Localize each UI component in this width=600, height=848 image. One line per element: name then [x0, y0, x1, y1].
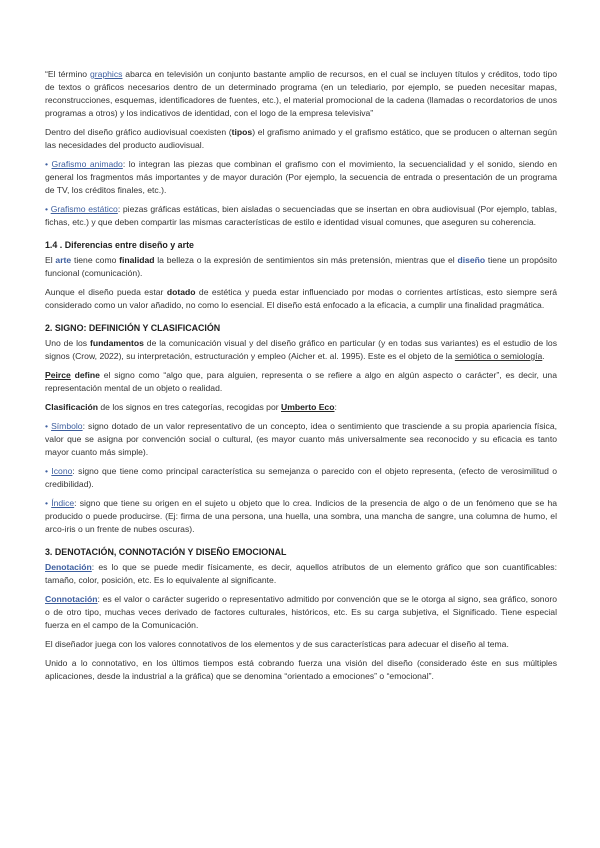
quote-paragraph: “El término graphics abarca en televisión un conjunto bastante amplio de recursos, en el cual se incluyen títulos y créditos, todo tipo de textos o gráficos necesarios dentro de un determinado programa (en un telediario, por ejemplo, se pueden necesitar mapas, reconstrucciones, esquemas, identificadores de fuentes, etc.), el material promocional de la cadena (llamadas o recordatorios de unos programas a otros) y los indicativos de identidad, con el logo de la empresa televisiva” — [45, 69, 558, 118]
section-3-title: 3. DENOTACIÓN, CONNOTACIÓN Y DISEÑO EMOCIONAL — [45, 547, 287, 557]
clasificacion-paragraph: Clasificación de los signos en tres categorías, recogidas por Umberto Eco: — [45, 402, 337, 412]
bullet-icon: • — [45, 159, 49, 169]
icono-link[interactable]: Icono — [51, 466, 73, 476]
fundamentos-paragraph: Uno de los fundamentos de la comunicación visual y del diseño gráfico en particular (y en todas sus variantes) es el estudio de los signos (Crow, 2022), su interpretación, estructuración y empleo (Aicher et. al. 1995). Este es el objeto de la semiótica o semiología. — [45, 338, 557, 361]
indice-link[interactable]: Índice — [51, 498, 75, 508]
section-2-title: 2. SIGNO: DEFINICIÓN Y CLASIFICACIÓN — [45, 323, 221, 333]
bullet-indice: • Índice: signo que tiene su origen en el sujeto u objeto que lo crea. Indicios de la presencia de algo o de un fenómeno que se ha producido o puede producirse. (Ej: firma de una persona, una huella, una sombra, una mancha de sangre, una columna de humo, el arco-iris o un frente de nubes oscuras). — [45, 498, 557, 534]
bullet-icon: • — [45, 204, 49, 214]
types-paragraph: Dentro del diseño gráfico audiovisual coexisten (tipos) el grafismo animado y el grafismo estático, que se producen o alternan según las necesidades del producto audiovisual. — [45, 127, 557, 150]
arte-paragraph: El arte tiene como finalidad la belleza o la expresión de sentimientos sin más pretensión, mientras que el diseño tiene un propósito funcional (comunicación). — [45, 255, 558, 278]
semiotica-link[interactable]: semiótica o semiología — [454, 351, 543, 361]
graphics-link[interactable]: graphics — [89, 69, 123, 79]
bullet-icon: • — [45, 421, 49, 431]
connotacion-link[interactable]: Connotación — [45, 594, 98, 604]
denotacion-paragraph: Denotación: es lo que se puede medir físicamente, es decir, aquellos atributos de un elemento gráfico que son cuantificables: tamaño, color, posición, etc. Es lo equivalente al significante. — [45, 562, 557, 585]
bullet-icon: • — [45, 498, 49, 508]
grafismo-estatico-link[interactable]: Grafismo estático — [50, 204, 118, 214]
bullet-icon: • — [45, 466, 49, 476]
simbolo-link[interactable]: Símbolo — [51, 421, 83, 431]
emocional-paragraph: Unido a lo connotativo, en los últimos tiempos está cobrando fuerza una visión del diseño (considerado éste en sus múltiples aplicaciones, desde la industrial a la gráfica) que se denomina “orientado a emociones” o “emocional”. — [45, 658, 557, 681]
grafismo-animado-link[interactable]: Grafismo animado — [51, 159, 123, 169]
bullet-icono: • Icono: signo que tiene como principal característica su semejanza o parecido con el objeto representa, (efecto de verosimilitud o credibilidad). — [45, 466, 557, 489]
dotado-paragraph: Aunque el diseño pueda estar dotado de estética y pueda estar influenciado por modas o corrientes artísticas, esto siempre será considerado como un valor añadido, no como lo esencial. El diseño está enfocado a la eficacia, a cumplir una finalidad pragmática. — [45, 287, 557, 310]
bullet-simbolo: • Símbolo: signo dotado de un valor representativo de un concepto, idea o sentimiento que trasciende a su propia apariencia física, valor que se asigna por convención social o cultural, (es mayor cuanto más universalmente sea reconocido y su eficacia es tanto mayor cuanto más simple). — [45, 421, 557, 457]
disenador-paragraph: El diseñador juega con los valores connotativos de los elementos y de sus características para adecuar el diseño al tema. — [45, 639, 509, 649]
denotacion-link[interactable]: Denotación — [45, 562, 92, 572]
peirce-paragraph: Peirce define el signo como “algo que, para alguien, representa o se refiere a algo en algún aspecto o carácter”, es decir, una representación mental de un objeto o realidad. — [45, 370, 557, 393]
bullet-grafismo-estatico: • Grafismo estático: piezas gráficas estáticas, bien aisladas o secuenciadas que se insertan en obra audiovisual (Por ejemplo, tablas, fichas, etc.) y que deben compartir las mismas características de estilo e identidad visual comunes, que aseguren su coherencia. — [45, 204, 557, 227]
section-1-4-title: 1.4 . Diferencias entre diseño y arte — [45, 240, 194, 250]
connotacion-paragraph: Connotación: es el valor o carácter sugerido o representativo admitido por convención que se le otorga al signo, sea gráfico, sonoro o de otro tipo, muchas veces derivado de factores culturales, históricos, etc. Es su carga subjetiva, el Significado. Tiene especial fuerza en el campo de la Comunicación. — [45, 594, 557, 630]
bullet-grafismo-animado: • Grafismo animado: lo integran las piezas que combinan el grafismo con el movimiento, la secuencialidad y el sonido, siendo en general los fragmentos más importantes y de mayor duración (Por ejemplo, la secuencia de entrada o presentación de un programa de TV, los créditos finales, etc.). — [45, 159, 557, 195]
